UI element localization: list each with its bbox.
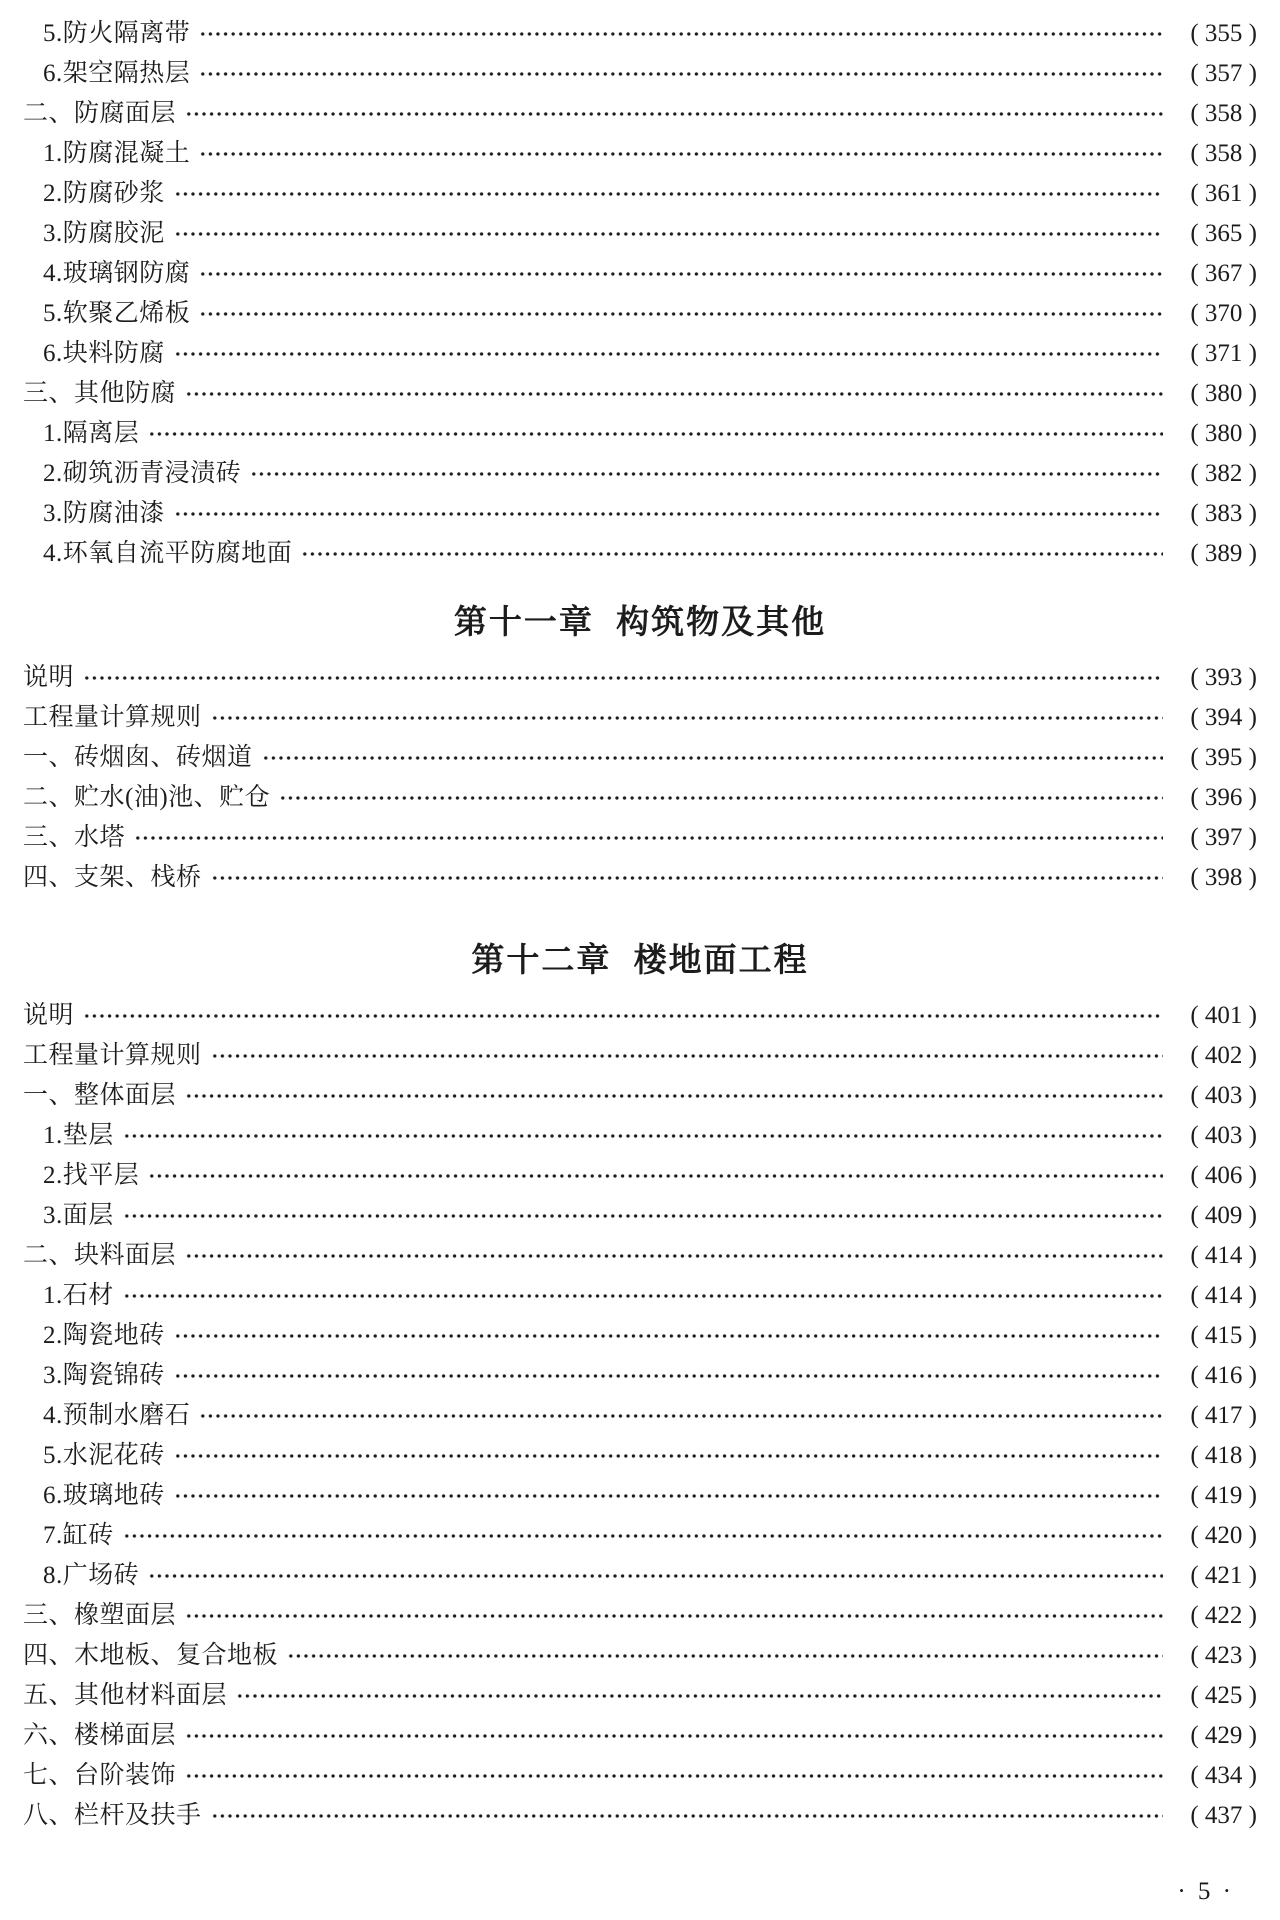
toc-entry-page-number: ( 370 ): [1190, 300, 1257, 327]
toc-section-chapter-11: [23, 600, 1257, 898]
toc-entry-label: 8.广场砖: [43, 1562, 140, 1589]
dotted-leader: [199, 294, 1163, 334]
toc-entry-label: 五、其他材料面层: [23, 1682, 228, 1709]
toc-entry-page-number: ( 367 ): [1190, 260, 1257, 287]
dotted-leader: [148, 414, 1163, 454]
dotted-leader: [211, 858, 1163, 898]
dotted-leader: [185, 374, 1163, 414]
toc-rows: [23, 996, 1257, 1836]
toc-entry-label: 4.玻璃钢防腐: [43, 260, 191, 287]
toc-entry-page-number: ( 398 ): [1190, 864, 1257, 891]
toc-entry: [23, 1276, 1257, 1316]
dotted-leader: [123, 1116, 1163, 1156]
toc-entry: [23, 658, 1257, 698]
dotted-leader: [174, 174, 1163, 214]
toc-entry-page-number: ( 417 ): [1190, 1402, 1257, 1429]
toc-entry: [23, 1396, 1257, 1436]
toc-entry-label: 5.防火隔离带: [43, 20, 191, 47]
toc-entry-label: 2.陶瓷地砖: [43, 1322, 165, 1349]
toc-entry: [23, 134, 1257, 174]
toc-entry-page-number: ( 358 ): [1190, 100, 1257, 127]
dotted-leader: [211, 698, 1163, 738]
dotted-leader: [123, 1516, 1163, 1556]
toc-entry-page-number: ( 402 ): [1190, 1042, 1257, 1069]
toc-entry-page-number: ( 383 ): [1190, 500, 1257, 527]
dotted-leader: [83, 658, 1163, 698]
toc-entry-page-number: ( 380 ): [1190, 420, 1257, 447]
toc-entry: [23, 1236, 1257, 1276]
toc-entry-label: 5.水泥花砖: [43, 1442, 165, 1469]
toc-entry-label: 7.缸砖: [43, 1522, 114, 1549]
toc-section-chapter-12: [23, 938, 1257, 1836]
dotted-leader: [211, 1796, 1163, 1836]
toc-entry-label: 6.架空隔热层: [43, 60, 191, 87]
toc-entry-page-number: ( 425 ): [1190, 1682, 1257, 1709]
toc-entry: [23, 1676, 1257, 1716]
toc-entry: [23, 1076, 1257, 1116]
toc-entry: [23, 294, 1257, 334]
toc-entry: [23, 1796, 1257, 1836]
toc-entry: [23, 174, 1257, 214]
toc-entry: [23, 94, 1257, 134]
toc-entry: [23, 698, 1257, 738]
toc-entry-page-number: ( 380 ): [1190, 380, 1257, 407]
toc-entry: [23, 454, 1257, 494]
toc-entry-page-number: ( 403 ): [1190, 1122, 1257, 1149]
toc-entry-label: 二、贮水(油)池、贮仓: [23, 784, 271, 811]
toc-entry-page-number: ( 395 ): [1190, 744, 1257, 771]
toc-entry-page-number: ( 401 ): [1190, 1002, 1257, 1029]
toc-entry-page-number: ( 406 ): [1190, 1162, 1257, 1189]
toc-entry-page-number: ( 394 ): [1190, 704, 1257, 731]
toc-entry: [23, 374, 1257, 414]
toc-entry-page-number: ( 418 ): [1190, 1442, 1257, 1469]
toc-entry-page-number: ( 371 ): [1190, 340, 1257, 367]
toc-entry-page-number: ( 382 ): [1190, 460, 1257, 487]
dotted-leader: [174, 494, 1163, 534]
dotted-leader: [174, 1436, 1163, 1476]
dotted-leader: [301, 534, 1163, 574]
toc-entry-label: 三、其他防腐: [23, 380, 177, 407]
dotted-leader: [236, 1676, 1163, 1716]
toc-entry-label: 八、栏杆及扶手: [23, 1802, 202, 1829]
toc-entry: [23, 818, 1257, 858]
dotted-leader: [148, 1156, 1163, 1196]
chapter-12-heading: 第十二章 楼地面工程: [471, 941, 809, 978]
toc-entry-label: 6.块料防腐: [43, 340, 165, 367]
toc-entry: [23, 1316, 1257, 1356]
toc-entry-label: 2.找平层: [43, 1162, 140, 1189]
toc-entry-label: 二、防腐面层: [23, 100, 177, 127]
dotted-leader: [250, 454, 1163, 494]
toc-entry-page-number: ( 393 ): [1190, 664, 1257, 691]
dotted-leader: [174, 1476, 1163, 1516]
toc-entry-label: 一、砖烟囱、砖烟道: [23, 744, 253, 771]
toc-entry: [23, 214, 1257, 254]
dotted-leader: [185, 1236, 1163, 1276]
toc-rows: [23, 658, 1257, 898]
toc-entry-label: 说明: [23, 664, 75, 691]
dotted-leader: [185, 1596, 1163, 1636]
toc-entry-label: 三、橡塑面层: [23, 1602, 177, 1629]
dotted-leader: [148, 1556, 1163, 1596]
toc-entry: [23, 1356, 1257, 1396]
dotted-leader: [279, 778, 1163, 818]
toc-entry-label: 3.面层: [43, 1202, 114, 1229]
toc-entry: [23, 414, 1257, 454]
dotted-leader: [174, 214, 1163, 254]
toc-entry-page-number: ( 357 ): [1190, 60, 1257, 87]
toc-entry-page-number: ( 421 ): [1190, 1562, 1257, 1589]
toc-entry-label: 二、块料面层: [23, 1242, 177, 1269]
toc-entry-label: 工程量计算规则: [23, 704, 202, 731]
toc-entry-page-number: ( 415 ): [1190, 1322, 1257, 1349]
toc-entry: [23, 996, 1257, 1036]
dotted-leader: [185, 1076, 1163, 1116]
toc-entry: [23, 254, 1257, 294]
toc-entry-label: 四、支架、栈桥: [23, 864, 202, 891]
toc-entry-page-number: ( 419 ): [1190, 1482, 1257, 1509]
dotted-leader: [185, 1756, 1163, 1796]
toc-entry: [23, 14, 1257, 54]
toc-entry: [23, 1476, 1257, 1516]
dotted-leader: [174, 1356, 1163, 1396]
dotted-leader: [199, 254, 1163, 294]
toc-entry: [23, 1516, 1257, 1556]
dotted-leader: [174, 1316, 1163, 1356]
toc-entry-page-number: ( 358 ): [1190, 140, 1257, 167]
toc-entry-label: 3.陶瓷锦砖: [43, 1362, 165, 1389]
toc-entry-label: 6.玻璃地砖: [43, 1482, 165, 1509]
toc-entry-page-number: ( 434 ): [1190, 1762, 1257, 1789]
dotted-leader: [262, 738, 1163, 778]
toc-entry: [23, 334, 1257, 374]
toc-entry-page-number: ( 355 ): [1190, 20, 1257, 47]
toc-entry-label: 2.砌筑沥青浸渍砖: [43, 460, 242, 487]
toc-entry-label: 1.垫层: [43, 1122, 114, 1149]
toc-entry-label: 5.软聚乙烯板: [43, 300, 191, 327]
toc-entry-label: 工程量计算规则: [23, 1042, 202, 1069]
toc-entry-label: 七、台阶装饰: [23, 1762, 177, 1789]
toc-entry-page-number: ( 429 ): [1190, 1722, 1257, 1749]
toc-entry: [23, 778, 1257, 818]
toc-entry-label: 说明: [23, 1002, 75, 1029]
toc-entry: [23, 1756, 1257, 1796]
page-footer: [1159, 1850, 1234, 1906]
toc-entry-label: 3.防腐胶泥: [43, 220, 165, 247]
toc-entry-label: 2.防腐砂浆: [43, 180, 165, 207]
toc-entry: [23, 858, 1257, 898]
dotted-leader: [83, 996, 1163, 1036]
toc-entry: [23, 494, 1257, 534]
dotted-leader: [199, 54, 1163, 94]
dotted-leader: [185, 94, 1163, 134]
toc-entry-page-number: ( 414 ): [1190, 1282, 1257, 1309]
toc-entry-label: 四、木地板、复合地板: [23, 1642, 279, 1669]
page-number-footer: · 5 ·: [1177, 1878, 1234, 1905]
dotted-leader: [287, 1636, 1163, 1676]
chapter-11-heading: 第十一章 构筑物及其他: [453, 603, 827, 640]
toc-entry-label: 4.环氧自流平防腐地面: [43, 540, 293, 567]
toc-entry-page-number: ( 409 ): [1190, 1202, 1257, 1229]
toc-entry-label: 1.防腐混凝土: [43, 140, 191, 167]
toc-entry: [23, 1636, 1257, 1676]
toc-entry: [23, 1036, 1257, 1076]
toc-entry: [23, 534, 1257, 574]
toc-entry-label: 三、水塔: [23, 824, 126, 851]
toc-entry-label: 一、整体面层: [23, 1082, 177, 1109]
toc-entry: [23, 1156, 1257, 1196]
dotted-leader: [211, 1036, 1163, 1076]
dotted-leader: [199, 134, 1163, 174]
toc-entry-page-number: ( 397 ): [1190, 824, 1257, 851]
toc-entry: [23, 1196, 1257, 1236]
toc-entry-page-number: ( 423 ): [1190, 1642, 1257, 1669]
toc-entry: [23, 738, 1257, 778]
toc-entry-page-number: ( 396 ): [1190, 784, 1257, 811]
toc-entry: [23, 1716, 1257, 1756]
toc-section-continued-roofing-anticorrosion: [23, 14, 1257, 574]
toc-rows: [23, 14, 1257, 574]
dotted-leader: [174, 334, 1163, 374]
dotted-leader: [199, 14, 1163, 54]
dotted-leader: [199, 1396, 1163, 1436]
dotted-leader: [123, 1196, 1163, 1236]
toc-entry-page-number: ( 437 ): [1190, 1802, 1257, 1829]
toc-entry-page-number: ( 420 ): [1190, 1522, 1257, 1549]
dotted-leader: [134, 818, 1163, 858]
toc-entry: [23, 1556, 1257, 1596]
toc-entry-label: 3.防腐油漆: [43, 500, 165, 527]
toc-entry-label: 六、楼梯面层: [23, 1722, 177, 1749]
toc-entry-page-number: ( 365 ): [1190, 220, 1257, 247]
toc-entry: [23, 1596, 1257, 1636]
toc-entry-page-number: ( 414 ): [1190, 1242, 1257, 1269]
toc-entry: [23, 1116, 1257, 1156]
toc-entry-page-number: ( 422 ): [1190, 1602, 1257, 1629]
toc-entry-page-number: ( 361 ): [1190, 180, 1257, 207]
toc-entry-page-number: ( 416 ): [1190, 1362, 1257, 1389]
toc-entry-label: 1.石材: [43, 1282, 114, 1309]
toc-entry-label: 4.预制水磨石: [43, 1402, 191, 1429]
dotted-leader: [185, 1716, 1163, 1756]
toc-entry-label: 1.隔离层: [43, 420, 140, 447]
dotted-leader: [123, 1276, 1163, 1316]
toc-entry-page-number: ( 389 ): [1190, 540, 1257, 567]
toc-entry: [23, 1436, 1257, 1476]
toc-entry: [23, 54, 1257, 94]
toc-entry-page-number: ( 403 ): [1190, 1082, 1257, 1109]
